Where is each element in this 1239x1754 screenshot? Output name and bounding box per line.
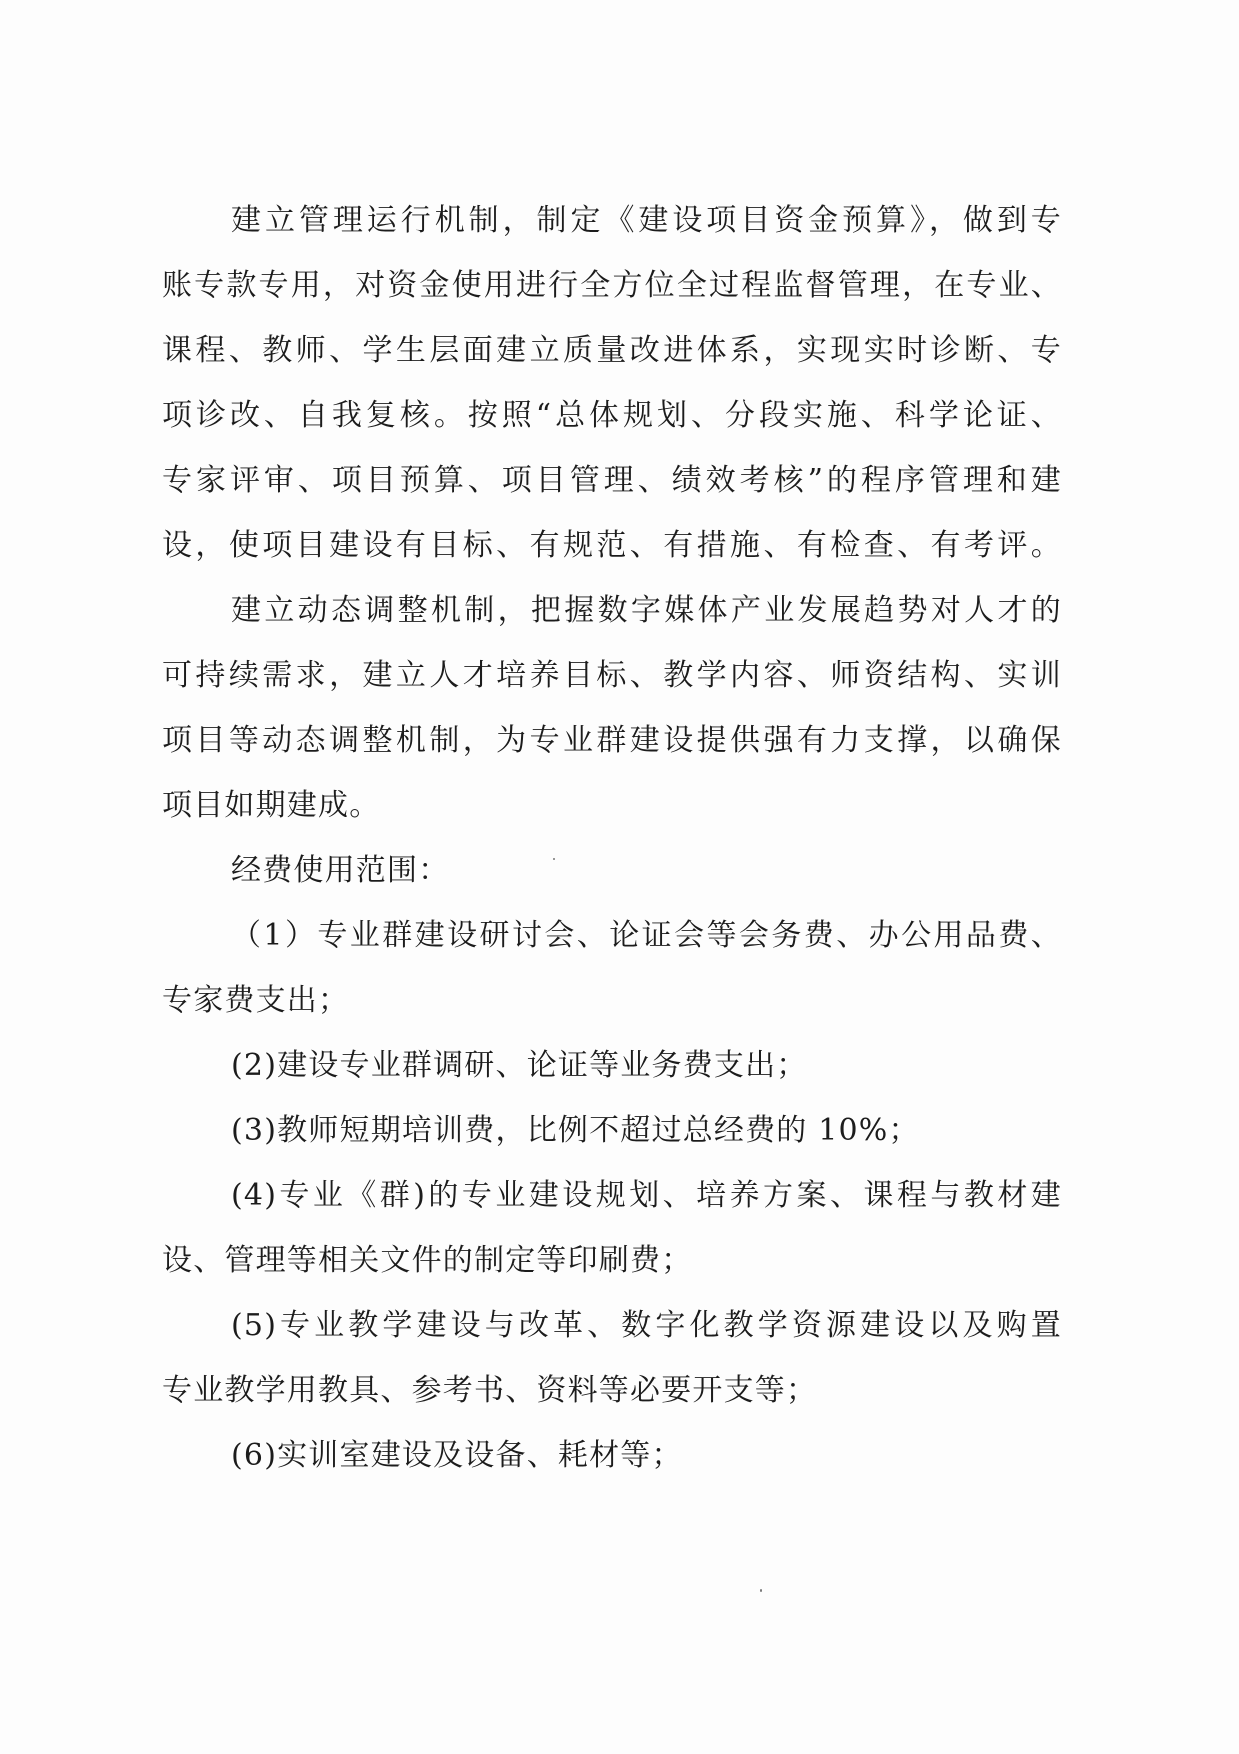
text-line: (6)实训室建设及设备、耗材等；: [231, 1438, 683, 1473]
scan-speck: [553, 858, 555, 860]
paragraph: [162, 1423, 1062, 1488]
text-line: 专家费支出；: [162, 983, 350, 1018]
paragraph: [162, 903, 1062, 1033]
text-line: (4)专业《群)的专业建设规划、培养方案、课程与教材建: [231, 1178, 1062, 1213]
text-line: 账专款专用，对资金使用进行全方位全过程监督管理，在专业、: [162, 268, 1062, 303]
text-line: 设、管理等相关文件的制定等印刷费；: [162, 1243, 693, 1278]
text-line: （1）专业群建设研讨会、论证会等会务费、办公用品费、: [231, 918, 1062, 953]
text-line: 设，使项目建设有目标、有规范、有措施、有检查、有考评。: [162, 528, 1062, 563]
text-line: 项目等动态调整机制，为专业群建设提供强有力支撑，以确保: [162, 723, 1062, 758]
text-line: 可持续需求，建立人才培养目标、教学内容、师资结构、实训: [162, 658, 1062, 693]
text-line: (2)建设专业群调研、论证等业务费支出；: [231, 1048, 808, 1083]
text-line: 建立动态调整机制，把握数字媒体产业发展趋势对人才的: [231, 593, 1062, 628]
text-line: 项目如期建成。: [162, 788, 381, 823]
paragraph: [162, 188, 1062, 578]
text-line: 专家评审、项目预算、项目管理、绩效考核”的程序管理和建: [162, 463, 1062, 498]
paragraph: [162, 1293, 1062, 1423]
scan-speck: [760, 1589, 762, 1592]
text-line: 项诊改、自我复核。按照“总体规划、分段实施、科学论证、: [162, 398, 1062, 433]
paragraph: [162, 578, 1062, 838]
text-line: (5)专业教学建设与改革、数字化教学资源建设以及购置: [231, 1308, 1062, 1343]
text-line: 课程、教师、学生层面建立质量改进体系，实现实时诊断、专: [162, 333, 1062, 368]
paragraph: [162, 838, 1062, 903]
paragraph: [162, 1163, 1062, 1293]
text-line: 建立管理运行机制，制定《建设项目资金预算》，做到专: [231, 203, 1062, 238]
text-line: (3)教师短期培训费，比例不超过总经费的 10%；: [231, 1113, 920, 1148]
text-line: 经费使用范围：: [231, 853, 450, 888]
document-body: [162, 188, 1062, 1488]
paragraph: [162, 1033, 1062, 1098]
paragraph: [162, 1098, 1062, 1163]
text-line: 专业教学用教具、参考书、资料等必要开支等；: [162, 1373, 818, 1408]
